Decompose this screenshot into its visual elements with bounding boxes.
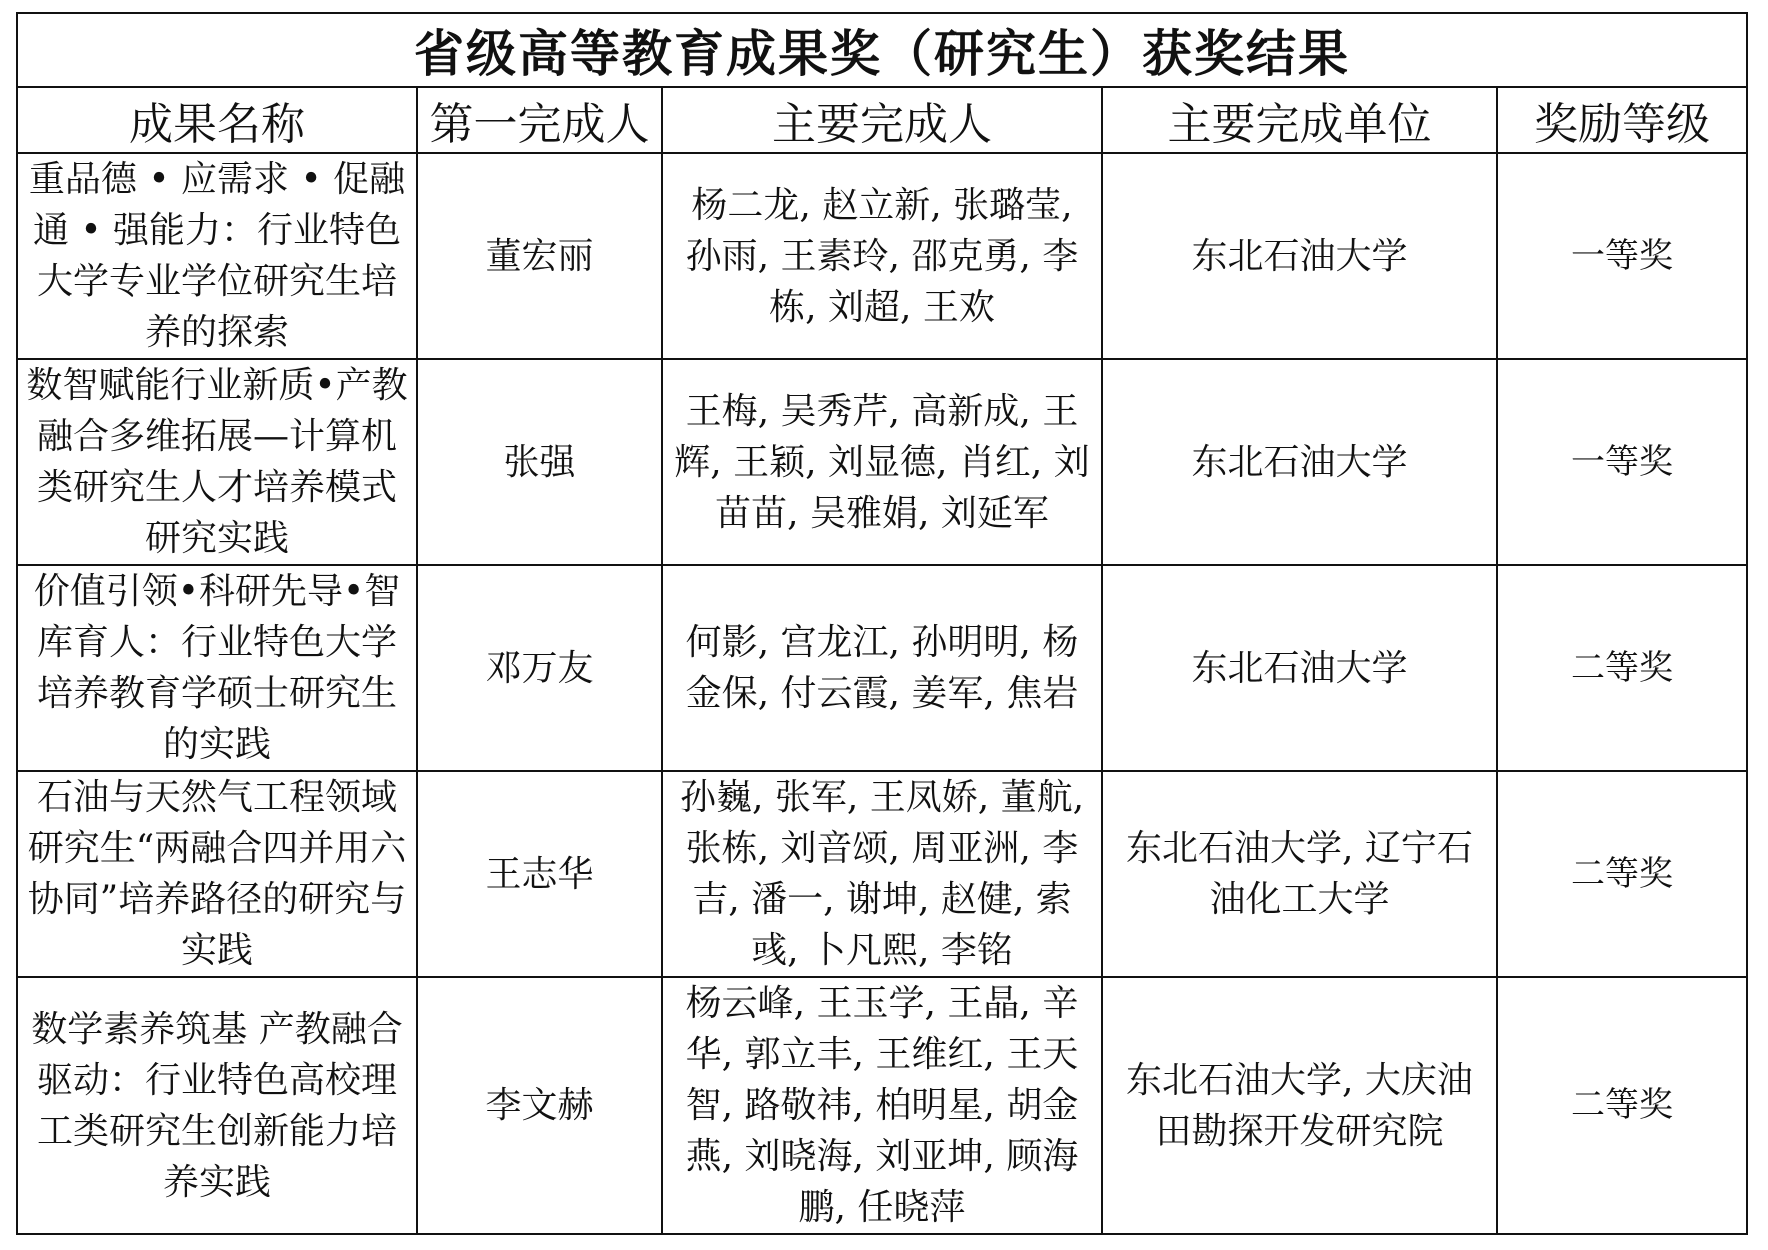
table-row (17, 977, 1747, 1234)
table-row (17, 359, 1747, 565)
header-main-unit: 主要完成单位 (1102, 87, 1497, 153)
achievement-name: 价值引领•科研先导•智库育人：行业特色大学培养教育学硕士研究生的实践 (17, 565, 417, 771)
header-achievement-name: 成果名称 (17, 87, 417, 153)
main-unit: 东北石油大学 (1102, 153, 1497, 359)
title-row (17, 13, 1747, 87)
award-level: 一等奖 (1497, 359, 1747, 565)
header-row (17, 87, 1747, 153)
achievement-name: 石油与天然气工程领域研究生“两融合四并用六协同”培养路径的研究与实践 (17, 771, 417, 977)
award-level: 二等奖 (1497, 771, 1747, 977)
first-contributor: 张强 (417, 359, 662, 565)
achievement-name: 数智赋能行业新质•产教融合多维拓展—计算机类研究生人才培养模式研究实践 (17, 359, 417, 565)
header-main-contributors: 主要完成人 (662, 87, 1102, 153)
main-contributors: 杨二龙, 赵立新, 张璐莹, 孙雨, 王素玲, 邵克勇, 李栋, 刘超, 王欢 (662, 153, 1102, 359)
first-contributor: 王志华 (417, 771, 662, 977)
main-unit: 东北石油大学, 辽宁石油化工大学 (1102, 771, 1497, 977)
first-contributor: 李文赫 (417, 977, 662, 1234)
header-first-contributor: 第一完成人 (417, 87, 662, 153)
main-contributors: 何影, 宫龙江, 孙明明, 杨金保, 付云霞, 姜军, 焦岩 (662, 565, 1102, 771)
first-contributor: 邓万友 (417, 565, 662, 771)
main-contributors: 孙巍, 张军, 王凤娇, 董航, 张栋, 刘音颂, 周亚洲, 李吉, 潘一, 谢坤, 赵健, 索彧, 卜凡熙, 李铭 (662, 771, 1102, 977)
table-row (17, 565, 1747, 771)
table-title: 省级高等教育成果奖（研究生）获奖结果 (17, 13, 1747, 87)
main-contributors: 杨云峰, 王玉学, 王晶, 辛华, 郭立丰, 王维红, 王天智, 路敬祎, 柏明星, 胡金燕, 刘晓海, 刘亚坤, 顾海鹏, 任晓萍 (662, 977, 1102, 1234)
main-unit: 东北石油大学 (1102, 359, 1497, 565)
table-row (17, 771, 1747, 977)
award-level: 二等奖 (1497, 565, 1747, 771)
main-contributors: 王梅, 吴秀芹, 高新成, 王辉, 王颖, 刘显德, 肖红, 刘苗苗, 吴雅娟, 刘延军 (662, 359, 1102, 565)
header-award-level: 奖励等级 (1497, 87, 1747, 153)
main-unit: 东北石油大学, 大庆油田勘探开发研究院 (1102, 977, 1497, 1234)
achievement-name: 数学素养筑基 产教融合驱动：行业特色高校理工类研究生创新能力培养实践 (17, 977, 417, 1234)
award-level: 二等奖 (1497, 977, 1747, 1234)
awards-table (16, 12, 1748, 1235)
award-level: 一等奖 (1497, 153, 1747, 359)
first-contributor: 董宏丽 (417, 153, 662, 359)
achievement-name: 重品德 • 应需求 • 促融通 • 强能力：行业特色大学专业学位研究生培养的探索 (17, 153, 417, 359)
table-row (17, 153, 1747, 359)
main-unit: 东北石油大学 (1102, 565, 1497, 771)
